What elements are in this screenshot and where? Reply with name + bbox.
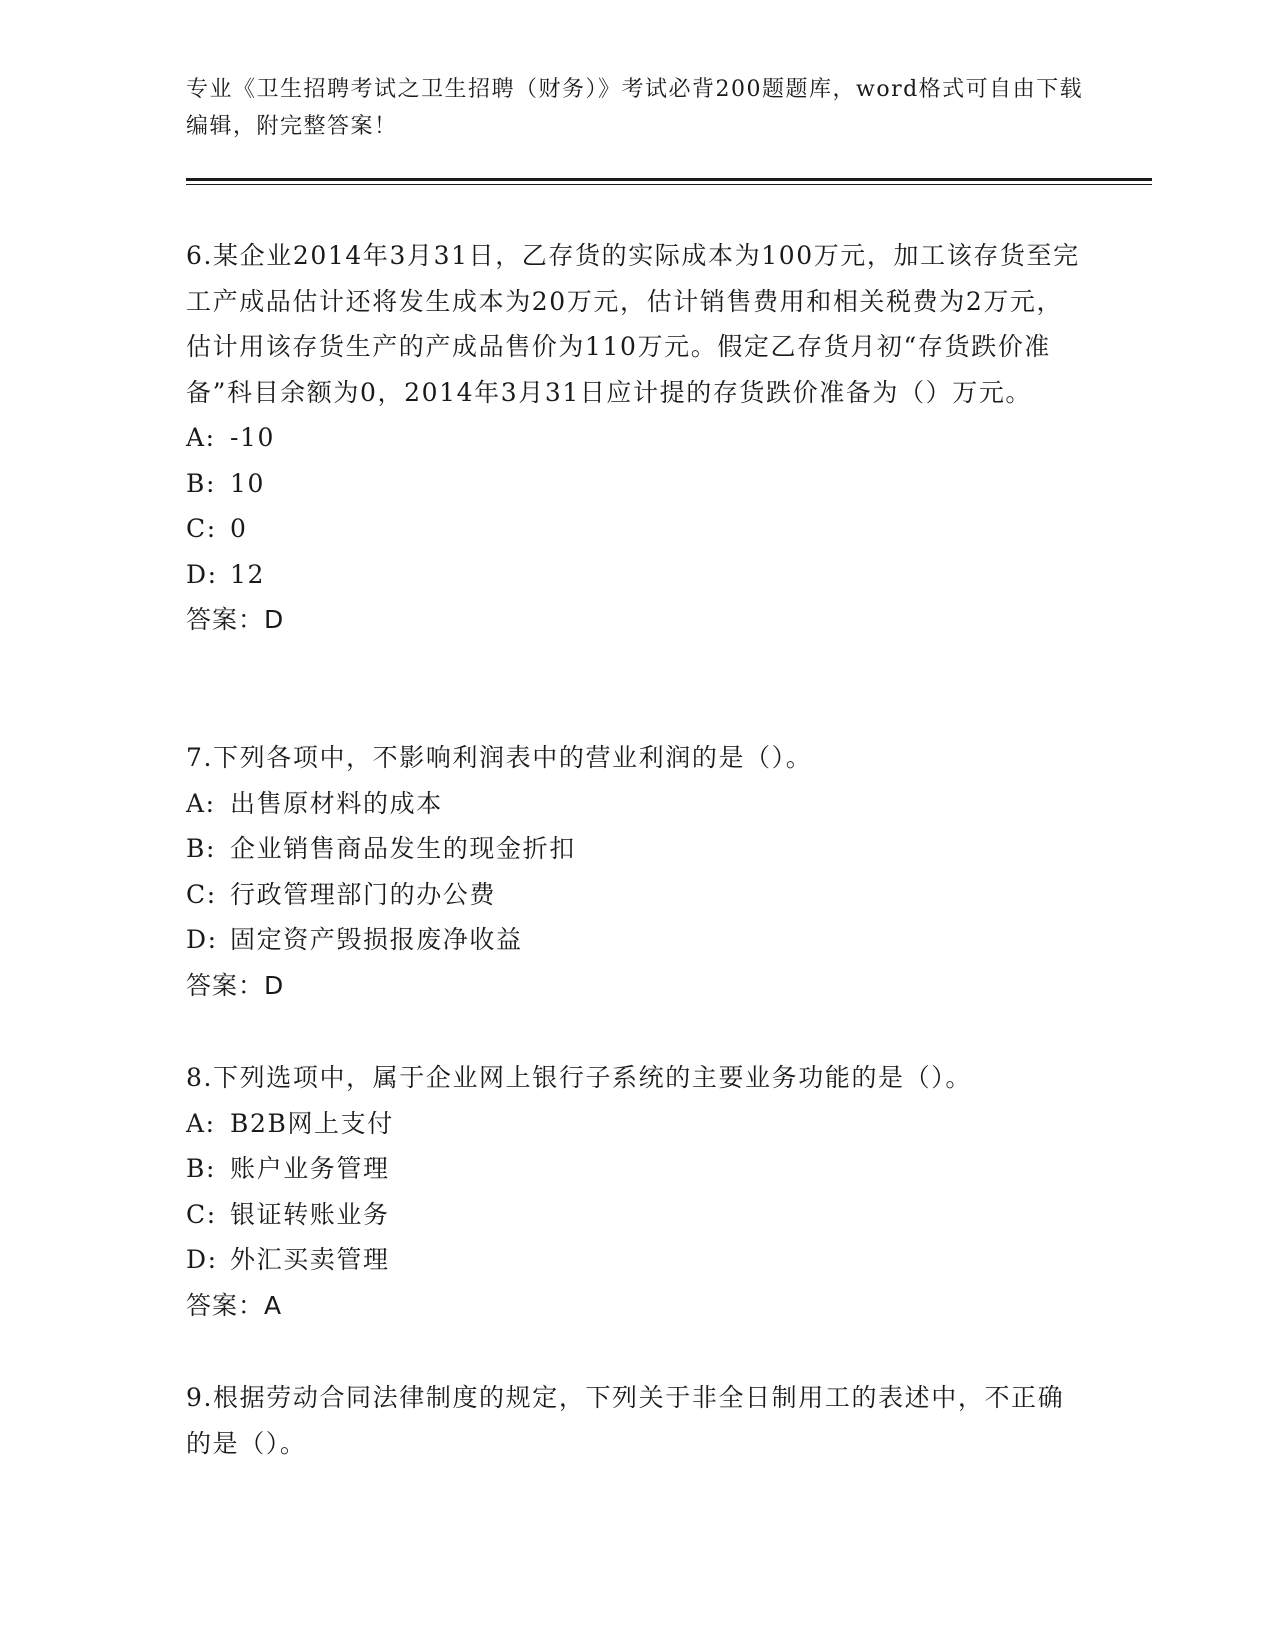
option-text: 出售原材料的成本 — [230, 788, 443, 818]
question-stem: 7.下列各项中，不影响利润表中的营业利润的是（）。 — [186, 743, 813, 772]
option-text: 行政管理部门的办公费 — [230, 879, 497, 909]
option-text: 0 — [230, 514, 248, 543]
option-text: 固定资产毁损报废净收益 — [230, 925, 523, 954]
option-text: 外汇买卖管理 — [230, 1245, 390, 1274]
option-key: D: — [186, 559, 218, 589]
header-divider-thin — [186, 184, 1152, 185]
option-key: B: — [186, 1154, 216, 1183]
answer-line: 答案：A — [186, 1290, 283, 1320]
option-d — [186, 552, 1086, 598]
option-key: D: — [186, 1245, 218, 1274]
option-text: 企业销售商品发生的现金折扣 — [230, 834, 576, 863]
answer-line: 答案：D — [186, 605, 285, 634]
option-key: C: — [186, 879, 217, 909]
option-text: 银证转账业务 — [230, 1199, 390, 1229]
option-key: C: — [186, 514, 217, 543]
option-c — [186, 1192, 1086, 1238]
question-7 — [186, 735, 1086, 1008]
option-a — [186, 1101, 1086, 1147]
option-text: B2B网上支付 — [230, 1108, 394, 1138]
option-key: B: — [186, 834, 216, 863]
question-9 — [186, 1375, 1086, 1466]
option-b — [186, 461, 1086, 507]
option-text: 10 — [230, 468, 266, 498]
option-text: -10 — [230, 423, 276, 452]
option-text: 12 — [230, 559, 266, 589]
question-8 — [186, 1055, 1086, 1328]
option-a — [186, 415, 1086, 461]
document-header: 专业《卫生招聘考试之卫生招聘（财务）》考试必背200题题库，word格式可自由下载编辑，附完整答案！ — [186, 77, 1084, 139]
question-stem: 8.下列选项中，属于企业网上银行子系统的主要业务功能的是（）。 — [186, 1063, 972, 1092]
option-b — [186, 826, 1086, 872]
option-b — [186, 1146, 1086, 1192]
option-key: C: — [186, 1199, 217, 1229]
option-d — [186, 917, 1086, 963]
option-a — [186, 781, 1086, 827]
option-key: D: — [186, 925, 218, 954]
option-key: A: — [186, 1108, 216, 1138]
question-6 — [186, 233, 1086, 643]
answer-line: 答案：D — [186, 970, 285, 1000]
option-c — [186, 872, 1086, 918]
option-text: 账户业务管理 — [230, 1154, 390, 1183]
option-key: B: — [186, 468, 216, 498]
header-divider-thick — [186, 178, 1152, 181]
option-d — [186, 1237, 1086, 1283]
option-key: A: — [186, 788, 216, 818]
question-stem: 9.根据劳动合同法律制度的规定，下列关于非全日制用工的表述中，不正确的是（）。 — [186, 1383, 1065, 1458]
question-stem: 6.某企业2014年3月31日，乙存货的实际成本为100万元，加工该存货至完工产成品估计还将发生成本为20万元，估计销售费用和相关税费为2万元，估计用该存货生产的产成品售价为110万元。假定乙存货月初“存货跌价准备”科目余额为0，2014年3月31日应计提的存货跌价准备为（）万元。 — [186, 241, 1080, 407]
option-key: A: — [186, 423, 216, 452]
option-c — [186, 506, 1086, 552]
